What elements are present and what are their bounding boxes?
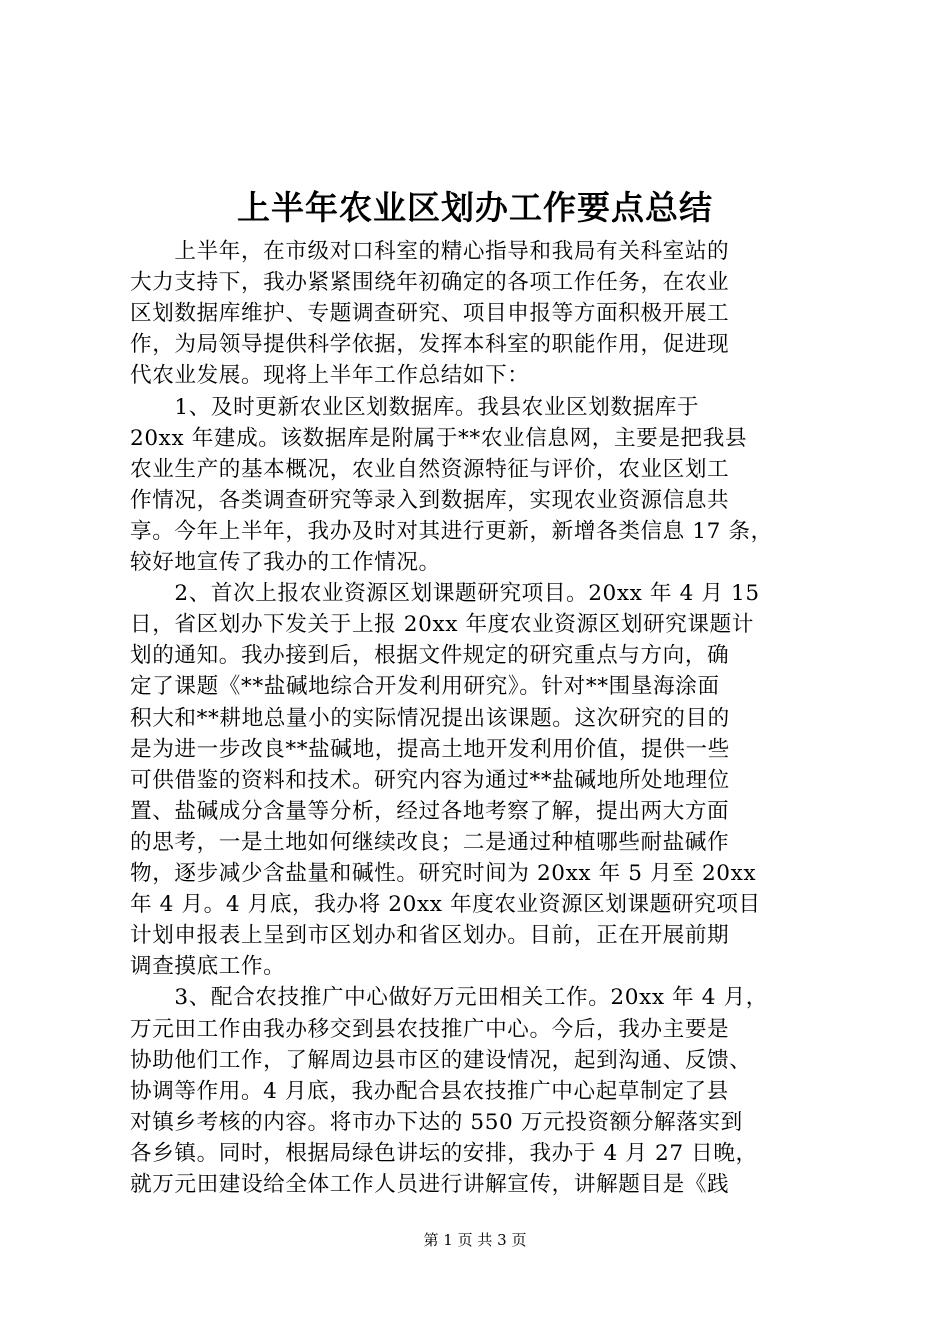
document-title: 上半年农业区划办工作要点总结 (237, 188, 713, 227)
body-line: 作，为局领导提供科学依据，发挥本科室的职能作用，促进现 (130, 332, 730, 358)
body-line: 置、盐碱成分含量等分析，经过各地考察了解，提出两大方面 (130, 798, 730, 824)
body-line: 享。今年上半年，我办及时对其进行更新，新增各类信息 17 条， (130, 518, 773, 544)
body-line: 1、及时更新农业区划数据库。我县农业区划数据库于 (130, 394, 700, 420)
page-footer: 第 1 页 共 3 页 (423, 1231, 527, 1249)
body-line: 万元田工作由我办移交到县农技推广中心。今后，我办主要是 (130, 1016, 730, 1042)
body-line: 各乡镇。同时，根据局绿色讲坛的安排，我办于 4 月 27 日晚， (130, 1140, 758, 1166)
body-line: 代农业发展。现将上半年工作总结如下： (130, 363, 530, 389)
body-line: 农业生产的基本概况，农业自然资源特征与评价，农业区划工 (130, 456, 730, 482)
body-line: 协助他们工作，了解周边县市区的建设情况，起到沟通、反馈、 (130, 1047, 752, 1073)
body-line: 定了课题《**盐碱地综合开发利用研究》。针对**围垦海涂面 (130, 674, 720, 700)
body-line: 物，逐步减少含盐量和碱性。研究时间为 20xx 年 5 月至 20xx (130, 861, 757, 886)
body-line: 作情况，各类调查研究等录入到数据库，实现农业资源信息共 (130, 487, 730, 513)
body-line: 积大和**耕地总量小的实际情况提出该课题。这次研究的目的 (130, 705, 730, 731)
body-line: 对镇乡考核的内容。将市办下达的 550 万元投资额分解落实到 (130, 1109, 743, 1135)
body-line: 日，省区划办下发关于上报 20xx 年度农业资源区划研究课题计 (130, 612, 755, 638)
body-line: 较好地宣传了我办的工作情况。 (130, 550, 441, 575)
body-line: 就万元田建设给全体工作人员进行讲解宣传，讲解题目是《践 (130, 1172, 730, 1197)
body-line: 3、配合农技推广中心做好万元田相关工作。20xx 年 4 月， (130, 985, 768, 1011)
body-line: 调查摸底工作。 (130, 954, 286, 980)
body-line: 大力支持下，我办紧紧围绕年初确定的各项工作任务，在农业 (130, 270, 730, 296)
body-line: 区划数据库维护、专题调查研究、项目申报等方面积极开展工 (130, 301, 730, 327)
body-line: 20xx 年建成。该数据库是附属于**农业信息网，主要是把我县 (130, 425, 748, 451)
body-line: 的思考，一是土地如何继续改良；二是通过种植哪些耐盐碱作 (130, 829, 730, 855)
body-line: 划的通知。我办接到后，根据文件规定的研究重点与方向，确 (130, 643, 730, 669)
body-line: 计划申报表上呈到市区划办和省区划办。目前，正在开展前期 (130, 923, 730, 949)
body-line: 协调等作用。4 月底，我办配合县农技推广中心起草制定了县 (130, 1078, 729, 1104)
body-line: 2、首次上报农业资源区划课题研究项目。20xx 年 4 月 15 (130, 581, 760, 607)
body-line: 是为进一步改良**盐碱地，提高土地开发利用价值，提供一些 (130, 736, 730, 762)
body-line: 上半年，在市级对口科室的精心指导和我局有关科室站的 (130, 239, 730, 264)
body-line: 可供借鉴的资料和技术。研究内容为通过**盐碱地所处地理位 (130, 767, 730, 793)
body-line: 年 4 月。4 月底，我办将 20xx 年度农业资源区划课题研究项目 (130, 892, 761, 918)
